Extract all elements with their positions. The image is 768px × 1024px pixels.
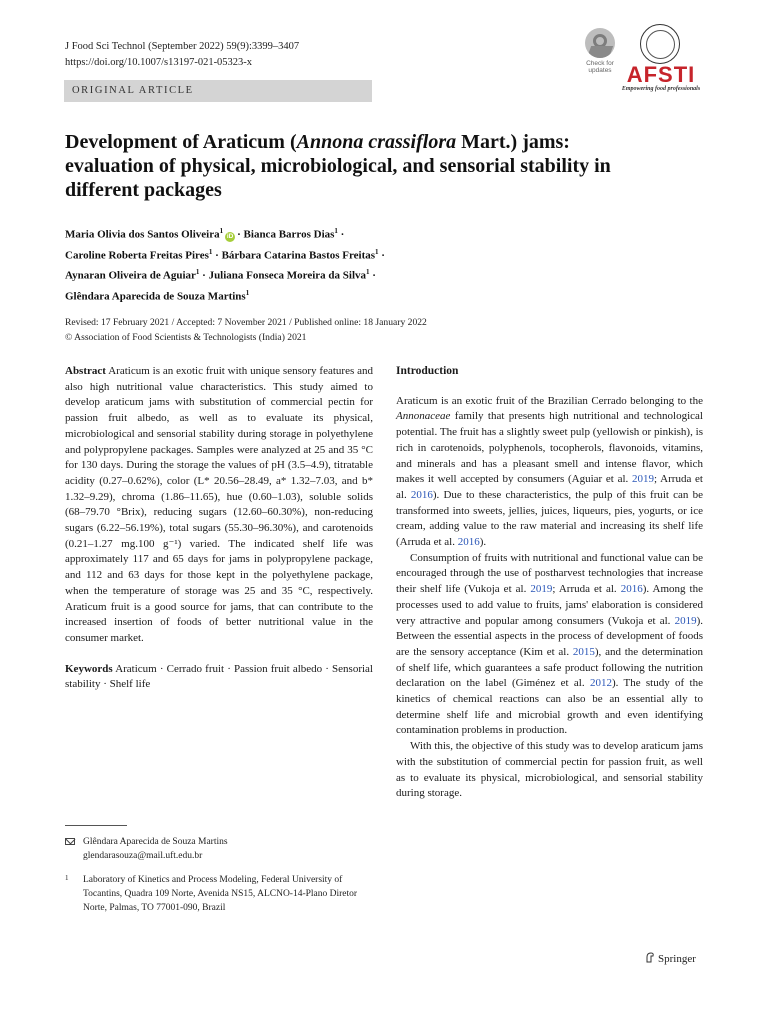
- author-affiliation-mark: 1: [366, 268, 370, 277]
- citation-link[interactable]: 2012: [589, 677, 612, 690]
- citation-link[interactable]: 2019: [632, 473, 654, 486]
- abstract-label: Abstract: [65, 365, 106, 377]
- envelope-icon: [65, 838, 75, 845]
- author-name[interactable]: Maria Olivia dos Santos Oliveira: [65, 228, 220, 241]
- journal-header: [65, 39, 299, 71]
- intro-paragraph-1: Araticum is an exotic fruit of the Brazilian Cerrado belonging to the Annonaceae family that presents high nutritional and technological potential. The fruit has a slightly sweet pulp (yellowish or pinkish), is rich in carotenoids, polyphenols, tocopherols, flavonoids, vitamins, and minerals and has a pleasant smell and intense flavor, which makes it well accepted by consumers (Aguiar et al. 2019; Arruda et al. 2016). Due to these characteristics, the pulp of this fruit can be transformed into sweets, jellies, juices, liqueurs, pies, yogurts, or ice cream, adding value to the raw material and increasing its shelf life (Arruda et al. 2016).: [396, 394, 703, 549]
- intro-paragraph-3: With this, the objective of this study was to develop araticum jams with the substitution of commercial pectin for passion fruit, as well as to evaluate its physical, microbiological, and sensorial stability during storage.: [396, 740, 703, 800]
- copyright-line: © Association of Food Scientists & Technologists (India) 2021: [65, 332, 307, 343]
- springer-horse-icon: [645, 952, 655, 963]
- history-dates: Revised: 17 February 2021 / Accepted: 7 November 2021 / Published online: 18 January 2022: [65, 317, 427, 328]
- author-affiliation-mark: 1: [195, 268, 200, 277]
- affiliation-text: Laboratory of Kinetics and Process Modeling, Federal University of Tocantins, Quadra 109 Norte, Avenida NS15, ALCNO-14-Plano Diretor Norte, Palmas, TO 77001-090, Brazil: [83, 875, 358, 913]
- citation-link[interactable]: 2016: [410, 488, 433, 501]
- intro-paragraph-2: Consumption of fruits with nutritional and functional value can be encouraged through the use of postharvest technologies that increase their shelf life (Vukoja et al. 2019; Arruda et al. 2016). Among the processes used to add value to fruits, jams' elaboration is considered very attractive and popular among consumers (Vukoja et al. 2019). Between the essential aspects in the process of development of foods are the sensory acceptance (Kim et al. 2015), and the determination of shelf life, which guarantees a safe product following the nutrition declaration on the label (Giménez et al. 2012). The study of the kinetics of chemical reactions can also be an essential ally to determine shelf life and microbial growth and even identifying contamination problems in production.: [396, 551, 703, 737]
- check-updates-label-2: updates: [588, 67, 612, 74]
- journal-citation: J Food Sci Technol (September 2022) 59(9):3399–3407: [65, 41, 300, 52]
- author-name[interactable]: Bianca Barros Dias: [243, 228, 335, 241]
- check-updates-icon: [585, 28, 615, 58]
- check-updates-label-1: Check for: [586, 60, 614, 67]
- publisher-name: Springer: [658, 953, 696, 965]
- afsti-tagline: Empowering food professionals: [621, 86, 701, 92]
- abstract-text: Araticum is an exotic fruit with unique sensory features and also high nutritional value characteristics. This study aimed to develop araticum jams with substitution of commercial pectin for passion fruit albedo, as well as to evaluate its physical, microbiological and sensorial stability during storage in polyethylene and polypropylene packages. Samples were analyzed at 25 and 35 °C for 130 days. During the storage the values of pH (3.5–4.9), titratable acidity (0.27–0.62%), color (L* 20.56–28.49, a* 1.32–7.03, and b* 1.32–9.29), chroma (1.86–11.65), hue (0.60–1.03), soluble solids (68–79.70 °Brix), reducing sugars (12.60–60.30%), non-reducing sugars (6.22–56.19%), total sugars (55.30–96.30%), and carotenoids (0.21–1.27 mg.100 g⁻¹) varied. The indicated shelf life was approximately 117 and 65 days for jams in polypropylene package, and 112 and 63 days for those kept in the polyethylene package, when the temperature of storage was 25 and 35 °C, respectively. Araticum fruit is a good source for jams, that can contribute to the increased insertion of foods of better nutritional value in the consumer market.: [65, 365, 373, 644]
- introduction-heading: Introduction: [396, 365, 459, 377]
- article-title: Development of Araticum (Annona crassiflora Mart.) jams: evaluation of physical, microbiological, and sensorial stability in different packages: [65, 131, 611, 201]
- affiliation-footnote: [65, 873, 365, 915]
- doi-link[interactable]: https://doi.org/10.1007/s13197-021-05323-x: [65, 57, 253, 68]
- author-list: Maria Olivia dos Santos Oliveira$^1$iD · Bianca Barros Dias$^1$ · Caroline Roberta Freitas Pires$^1$ · Bárbara Catarina Bastos Freitas$^1$ · Aynaran Oliveira de Aguiar$^1$ · Juliana Fonseca Moreira da Silva$^1$ · Glêndara Aparecida de Souza Martins$^1$: [65, 227, 385, 303]
- check-for-updates-badge[interactable]: [578, 28, 622, 74]
- author-affiliation-mark: 1: [334, 227, 338, 235]
- author-affiliation-mark: 1: [245, 288, 250, 297]
- author-name[interactable]: Juliana Fonseca Moreira da Silva: [208, 269, 367, 282]
- keywords: [65, 662, 373, 693]
- author-name[interactable]: Caroline Roberta Freitas Pires: [65, 249, 209, 262]
- author-affiliation-mark: 1: [375, 247, 379, 256]
- right-column: [396, 364, 703, 802]
- author-affiliation-mark: 1: [208, 247, 213, 256]
- citation-link[interactable]: 2015: [572, 645, 595, 658]
- afsti-seal-icon: [640, 24, 680, 64]
- afsti-logo: [620, 24, 702, 96]
- publication-dates: [65, 315, 685, 345]
- affiliation-mark: 1: [65, 874, 69, 882]
- corresponding-author-email[interactable]: glendarasouza@mail.uft.edu.br: [83, 851, 203, 861]
- author-name[interactable]: Glêndara Aparecida de Souza Martins: [65, 290, 246, 303]
- citation-link[interactable]: 2016: [620, 583, 643, 596]
- springer-logo: [645, 952, 696, 965]
- author-name[interactable]: Aynaran Oliveira de Aguiar: [65, 269, 196, 282]
- keywords-label: Keywords: [65, 662, 113, 675]
- citation-link[interactable]: 2019: [530, 583, 553, 596]
- corresponding-author-footnote: [65, 835, 365, 863]
- author-name[interactable]: Bárbara Catarina Bastos Freitas: [221, 249, 376, 262]
- author-affiliation-mark: 1: [219, 227, 224, 235]
- afsti-wordmark: AFSTI: [626, 62, 696, 87]
- orcid-icon[interactable]: iD: [226, 232, 234, 240]
- citation-link[interactable]: 2019: [674, 614, 697, 627]
- corresponding-author-name: Glêndara Aparecida de Souza Martins: [83, 837, 228, 847]
- citation-link[interactable]: 2016: [457, 536, 480, 549]
- keywords-text: Araticum · Cerrado fruit · Passion fruit albedo · Sensorial stability · Shelf life: [65, 662, 373, 691]
- left-column: [65, 364, 373, 693]
- footnote-divider: [65, 825, 127, 826]
- article-type-band: ORIGINAL ARTICLE: [64, 80, 372, 102]
- abstract: [65, 364, 373, 647]
